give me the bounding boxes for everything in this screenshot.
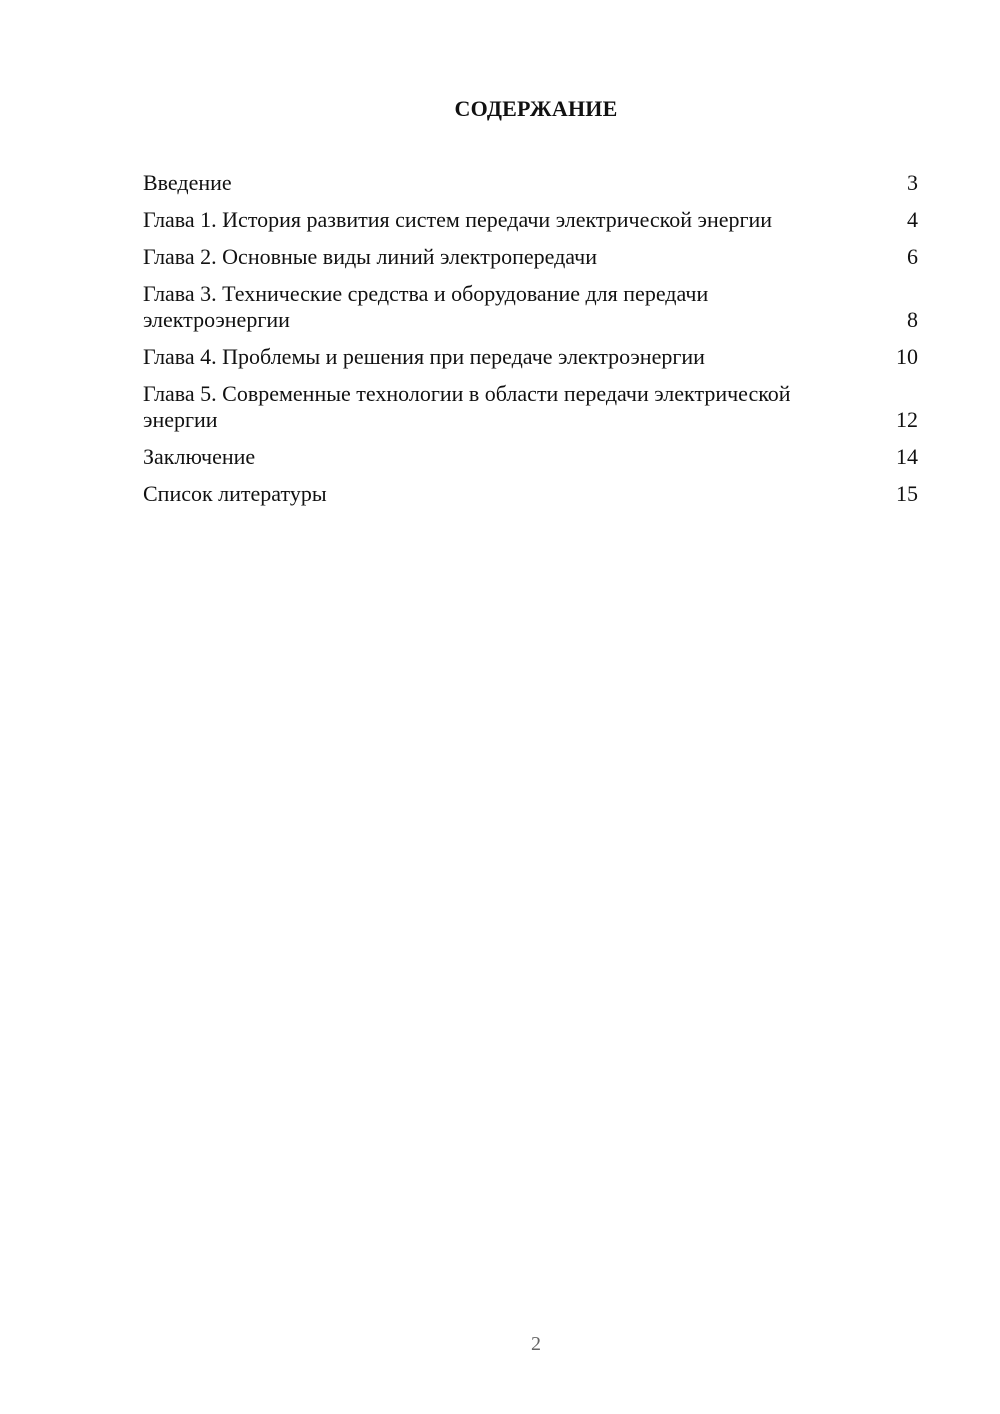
table-of-contents <box>143 170 918 518</box>
toc-entry-page: 6 <box>907 244 918 269</box>
toc-entry-page: 4 <box>907 207 918 232</box>
toc-entry-page: 8 <box>907 307 918 332</box>
toc-entry <box>143 281 918 333</box>
toc-entry <box>143 481 918 507</box>
toc-entry-title: Глава 3. Технические средства и оборудование для передачи электроэнергии <box>143 281 709 332</box>
toc-entry-title: Глава 4. Проблемы и решения при передаче электроэнергии <box>143 344 705 369</box>
page-number: 2 <box>531 1333 541 1355</box>
toc-entry-title: Глава 5. Современные технологии в области передачи электрической энергии <box>143 381 791 432</box>
toc-entry-title: Введение <box>143 170 232 195</box>
toc-entry-page: 10 <box>896 344 918 369</box>
toc-entry-page: 3 <box>907 170 918 195</box>
toc-entry-title: Список литературы <box>143 481 327 506</box>
toc-entry-title: Заключение <box>143 444 256 469</box>
page-title: СОДЕРЖАНИЕ <box>454 96 618 121</box>
toc-entry-page: 14 <box>896 444 918 469</box>
toc-entry-page: 12 <box>896 407 918 432</box>
toc-entry <box>143 170 918 196</box>
toc-entry <box>143 344 918 370</box>
toc-entry <box>143 444 918 470</box>
toc-entry <box>143 244 918 270</box>
toc-entry-page: 15 <box>896 481 918 506</box>
toc-entry <box>143 381 918 433</box>
toc-entry-title: Глава 1. История развития систем передачи электрической энергии <box>143 207 773 232</box>
toc-entry-title: Глава 2. Основные виды линий электропередачи <box>143 244 598 269</box>
toc-entry <box>143 207 918 233</box>
